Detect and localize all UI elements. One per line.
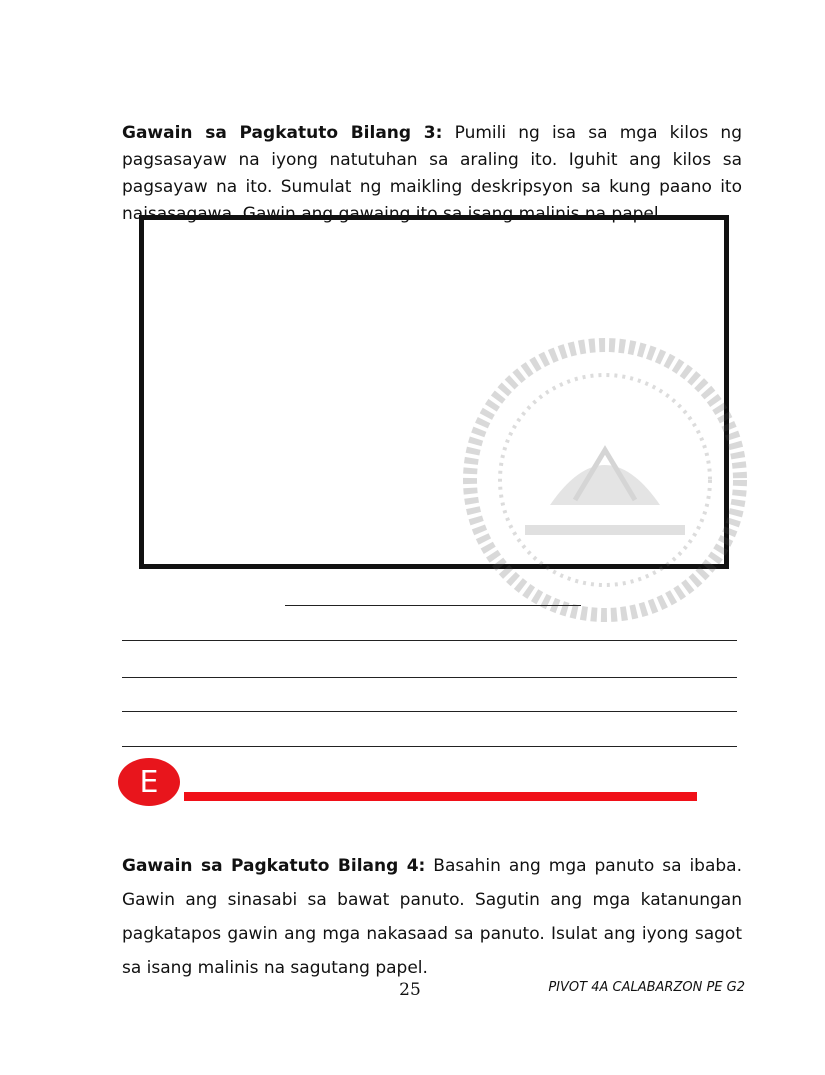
footer-source: PIVOT 4A CALABARZON PE G2 xyxy=(548,980,745,995)
activity-4-paragraph xyxy=(122,849,742,985)
activity-3-paragraph xyxy=(122,120,742,228)
drawing-title-line[interactable] xyxy=(285,605,581,606)
page-number: 25 xyxy=(399,980,421,1000)
writing-line-4[interactable] xyxy=(122,746,737,747)
section-divider-bar xyxy=(184,792,697,801)
writing-line-3[interactable] xyxy=(122,711,737,712)
activity-4-instructions: Basahin ang mga panuto sa ibaba. Gawin ang sinasabi sa bawat panuto. Sagutin ang mga katanungan pagkatapos gawin ang mga nakasaad sa panuto. Isulat ang iyong sagot sa isang malinis na sagutang papel. xyxy=(122,856,742,978)
activity-3-instructions: Pumili ng isa sa mga kilos ng pagsasayaw na iyong natutuhan sa araling ito. Iguhit ang kilos sa pagsayaw na ito. Sumulat ng maikling deskripsyon sa kung paano ito naisasagawa. Gawin ang gawaing ito sa isang malinis na papel. xyxy=(122,123,742,224)
section-badge: E xyxy=(118,758,180,806)
writing-line-2[interactable] xyxy=(122,677,737,678)
writing-line-1[interactable] xyxy=(122,640,737,641)
activity-4-heading: Gawain sa Pagkatuto Bilang 4: xyxy=(122,856,426,876)
drawing-box[interactable] xyxy=(139,215,729,569)
activity-3-heading: Gawain sa Pagkatuto Bilang 3: xyxy=(122,123,443,143)
